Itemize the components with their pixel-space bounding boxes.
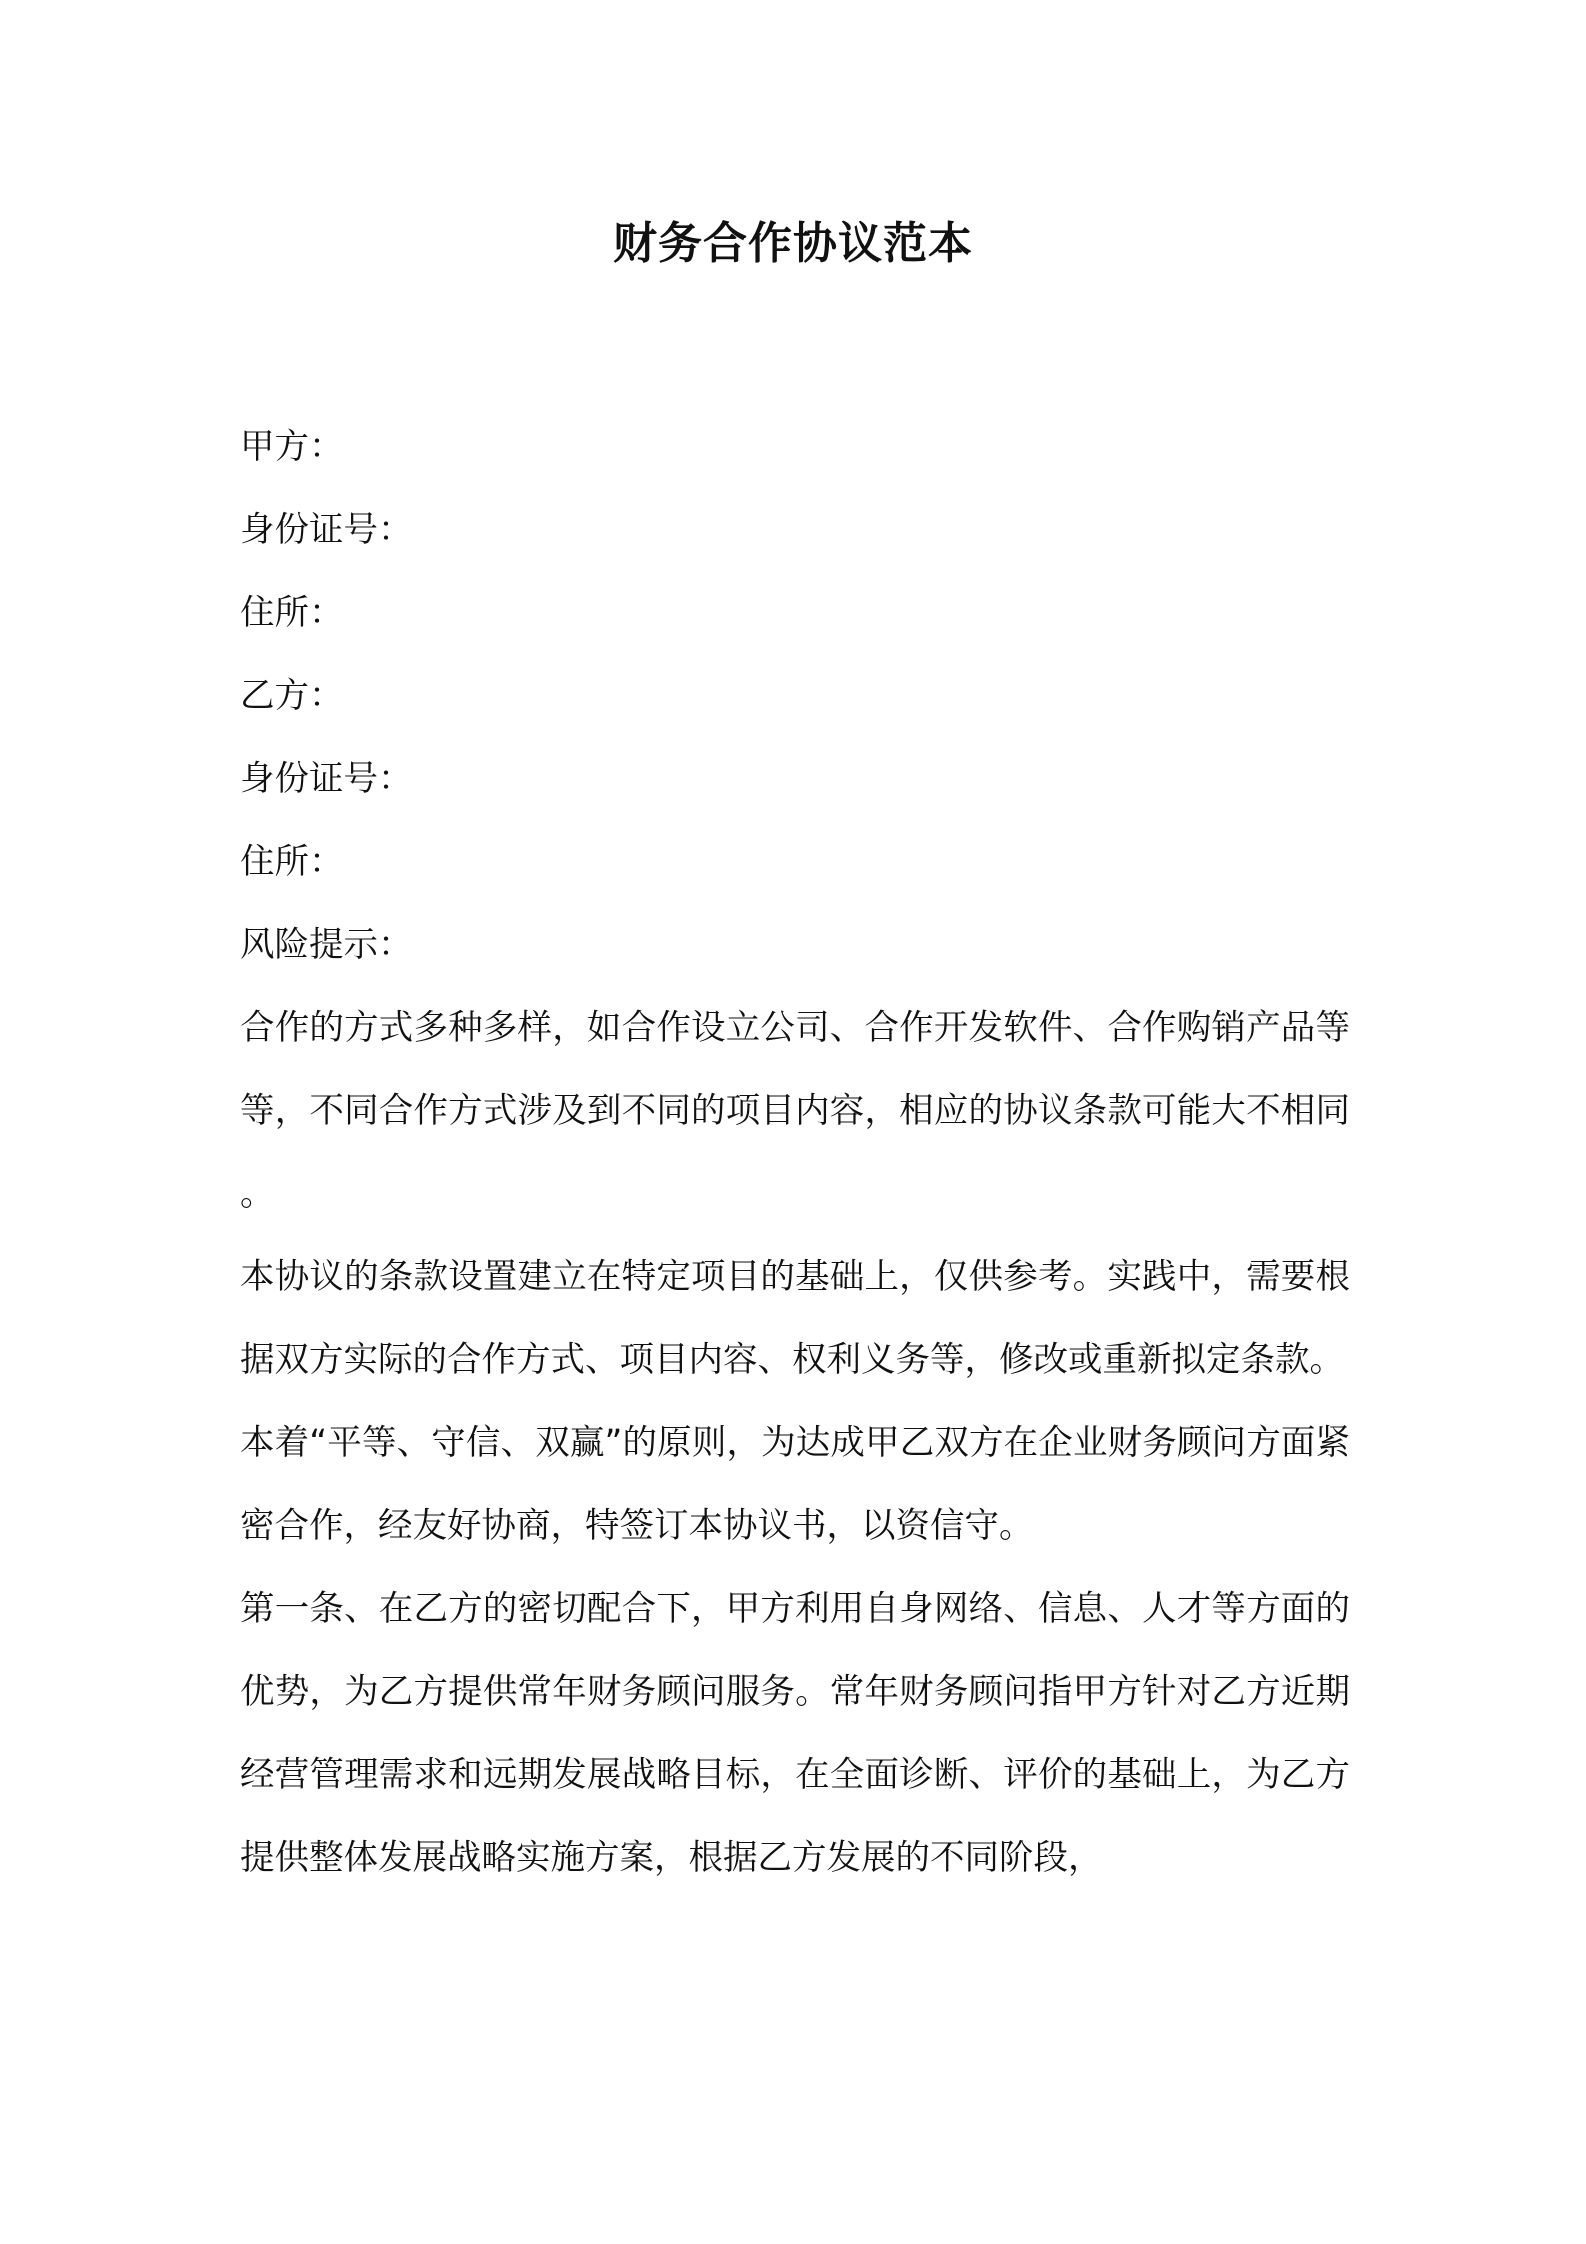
risk-notice-paragraph-1: 合作的方式多种多样，如合作设立公司、合作开发软件、合作购销产品等等，不同合作方式涉及到不同的项目内容，相应的协议条款可能大不相同。 bbox=[240, 1008, 1350, 1214]
article-1-paragraph: 第一条、在乙方的密切配合下，甲方利用自身网络、信息、人才等方面的优势，为乙方提供常年财务顾问服务。常年财务顾问指甲方针对乙方近期经营管理需求和远期发展战略目标，在全面诊断、评价的基础上，为乙方提供整体发展战略实施方案，根据乙方发展的不同阶段， bbox=[240, 1589, 1350, 1878]
party-b-address-field: 住所： bbox=[240, 842, 344, 882]
party-a-address-field: 住所： bbox=[240, 593, 344, 633]
risk-notice-paragraph-2: 本协议的条款设置建立在特定项目的基础上，仅供参考。实践中，需要根据双方实际的合作方式、项目内容、权利义务等，修改或重新拟定条款。 bbox=[240, 1257, 1350, 1380]
party-a-field: 甲方： bbox=[240, 427, 344, 467]
party-a-id-number-field: 身份证号： bbox=[240, 510, 413, 550]
risk-notice-heading: 风险提示： bbox=[240, 925, 413, 965]
document-title: 财务合作协议范本 bbox=[613, 218, 973, 269]
preamble-paragraph: 本着“平等、守信、双赢”的原则，为达成甲乙双方在企业财务顾问方面紧密合作，经友好协商，特签订本协议书，以资信守。 bbox=[240, 1423, 1350, 1546]
document-body bbox=[240, 406, 1350, 1900]
party-b-id-number-field: 身份证号： bbox=[240, 759, 413, 799]
party-b-field: 乙方： bbox=[240, 676, 344, 716]
